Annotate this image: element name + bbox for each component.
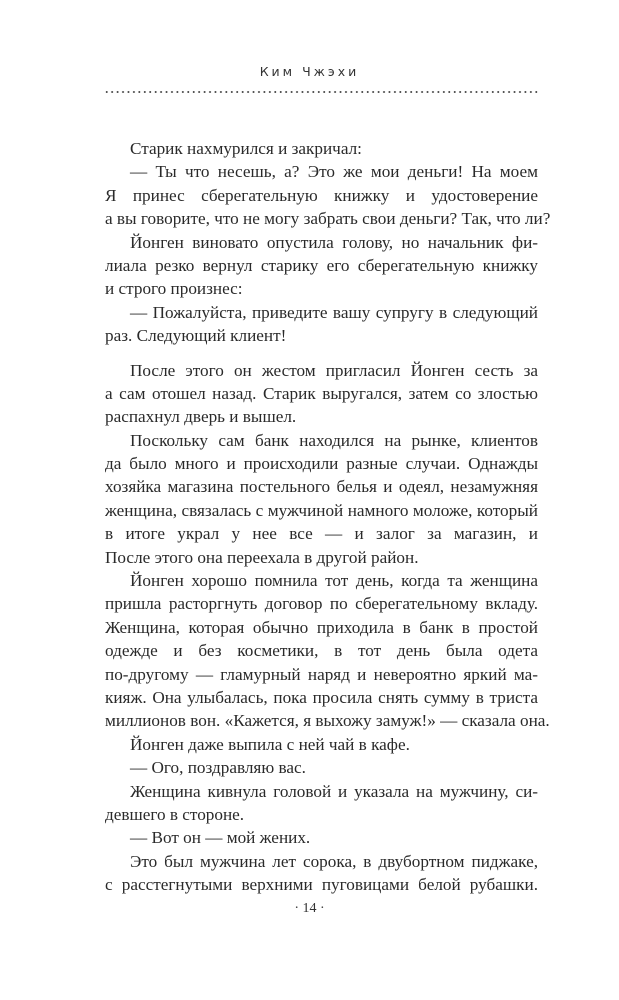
text-line: — Ты что несешь, а? Это же мои деньги! На моем <box>130 162 538 182</box>
text-line: девшего в стороне. <box>105 804 245 824</box>
text-line: одежде и без косметики, в тот день была одета <box>105 641 538 661</box>
text-line: Поскольку сам банк находился на рынке, клиентов <box>130 430 538 450</box>
page-number: · 14 · <box>294 901 325 916</box>
text-line: Женщина, которая обычно приходила в банк в простой <box>105 617 538 637</box>
text-line: хозяйка магазина постельного белья и одеял, незамужняя <box>105 477 538 497</box>
dotted-divider <box>104 91 540 93</box>
body-text <box>105 137 551 897</box>
text-line: — Пожалуйста, приведите вашу супругу в следующий <box>130 302 538 322</box>
paragraph <box>105 569 550 733</box>
text-line: После этого он жестом пригласил Йонген сесть за <box>130 360 538 380</box>
text-line: пришла расторгнуть договор по сберегательному вкладу. <box>105 594 538 614</box>
text-line: Старик нахмурился и закричал: <box>130 139 362 158</box>
text-line: После этого она переехала в другой район. <box>105 547 419 567</box>
paragraph <box>105 733 538 756</box>
paragraph <box>105 301 538 348</box>
text-line: а сам отошел назад. Старик выругался, затем со злостью <box>105 383 538 403</box>
paragraph <box>105 160 551 230</box>
paragraph <box>105 137 538 160</box>
text-line: и строго произнес: <box>105 279 243 299</box>
text-line: по-другому — гламурный наряд и невероятно яркий ма- <box>105 664 538 684</box>
text-line: миллионов вон. «Кажется, я выхожу замуж!» — сказала она. <box>105 711 550 731</box>
text-line: Йонген хорошо помнила тот день, когда та женщина <box>130 571 538 591</box>
text-line: Женщина кивнула головой и указала на мужчину, си- <box>130 781 538 801</box>
text-line: а вы говорите, что не могу забрать свои деньги? Так, что ли? <box>105 209 551 229</box>
text-line: раз. Следующий клиент! <box>105 326 287 346</box>
text-line: с расстегнутыми верхними пуговицами белой рубашки. <box>105 875 538 895</box>
text-line: — Ого, поздравляю вас. <box>130 758 306 778</box>
text-line: Я принес сберегательную книжку и удостоверение <box>105 185 538 205</box>
paragraph <box>105 231 538 301</box>
text-line: кияж. Она улыбалась, пока просила снять сумму в триста <box>105 687 538 707</box>
text-line: Йонген виновато опустила голову, но начальник фи- <box>130 232 538 252</box>
text-line: в итоге украл у нее все — и залог за магазин, и <box>105 524 538 544</box>
text-line: лиала резко вернул старику его сберегательную книжку <box>105 255 538 275</box>
text-line: да было много и происходили разные случаи. Однажды <box>105 454 538 474</box>
section-break <box>105 348 538 359</box>
running-header-author: Ким Чжэхи <box>259 64 360 79</box>
paragraph <box>105 756 538 779</box>
text-line: — Вот он — мой жених. <box>130 828 311 848</box>
paragraph <box>105 850 538 897</box>
paragraph <box>105 359 538 429</box>
text-line: женщина, связалась с мужчиной намного моложе, который <box>105 500 538 520</box>
paragraph <box>105 826 538 849</box>
paragraph <box>105 780 538 827</box>
text-line: распахнул дверь и вышел. <box>105 407 297 427</box>
text-line: Это был мужчина лет сорока, в двубортном пиджаке, <box>130 851 538 871</box>
paragraph <box>105 429 538 569</box>
text-line: Йонген даже выпила с ней чай в кафе. <box>130 734 410 754</box>
